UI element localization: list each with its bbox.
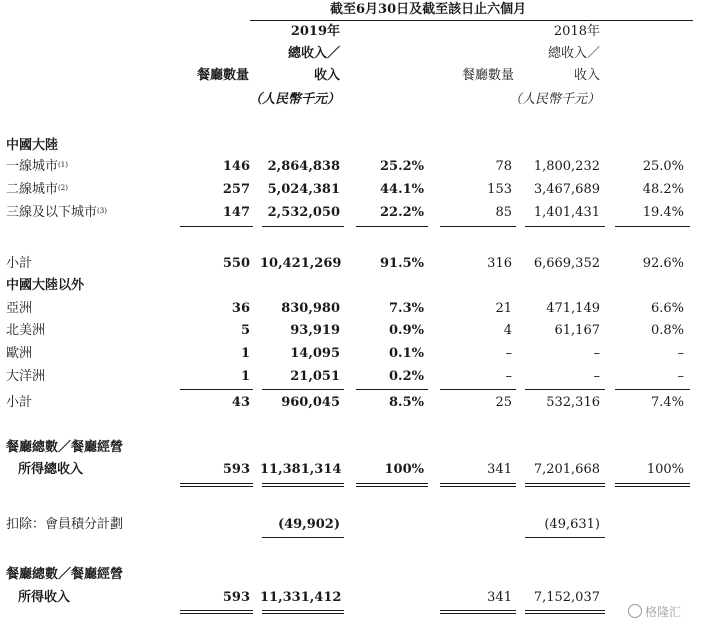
restaurant-count-2019: 36 xyxy=(231,301,250,316)
revenue-2019: 5,024,381 xyxy=(267,182,340,197)
total-label-line2: 所得總收入 xyxy=(18,462,84,477)
percent-2018: 92.6% xyxy=(642,256,684,271)
currency-2019: （人民幣千元） xyxy=(248,92,340,107)
rule xyxy=(525,389,605,390)
total-revenue-2019-line1: 總收入／ xyxy=(287,46,340,61)
restaurant-count-2018: 78 xyxy=(495,159,512,174)
revenue-2018: 3,467,689 xyxy=(533,182,600,197)
percent-2019: 91.5% xyxy=(379,256,424,271)
row-label: 二線城市$^{(2)}$ xyxy=(6,182,68,197)
row-label: 大洋洲 xyxy=(6,369,46,384)
row-label: 北美洲 xyxy=(6,323,46,338)
revenue-2019: 830,980 xyxy=(281,301,340,316)
rule xyxy=(356,389,428,390)
revenue-2019: 10,421,269 xyxy=(260,256,342,271)
net-revenue-2019: 11,331,412 xyxy=(260,590,342,605)
net-count-2019: 593 xyxy=(222,590,250,605)
rule xyxy=(262,537,344,538)
restaurant-count-2019: 5 xyxy=(240,323,250,338)
revenue-2019: 2,532,050 xyxy=(267,205,340,220)
net-revenue-2018: 7,152,037 xyxy=(533,590,600,605)
percent-2018: 48.2% xyxy=(642,182,684,197)
rule xyxy=(615,226,690,227)
row-label: 一線城市$^{(1)}$ xyxy=(6,159,68,174)
watermark-text: 格隆汇 xyxy=(645,605,682,619)
double-rule xyxy=(180,483,253,487)
total-percent-2018: 100% xyxy=(646,462,684,477)
rule xyxy=(262,226,344,227)
percent-2019: 0.1% xyxy=(389,346,424,361)
double-rule xyxy=(262,610,344,614)
total-percent-2019: 100% xyxy=(384,462,424,477)
double-rule xyxy=(440,610,516,614)
restaurant-count-2019: 257 xyxy=(222,182,250,197)
rule xyxy=(525,537,605,538)
total-revenue-2018: 7,201,668 xyxy=(533,462,600,477)
total-label-line1: 餐廳總數／餐廳經營 xyxy=(6,440,124,455)
revenue-2018: 61,167 xyxy=(554,323,600,338)
total-revenue-2019-line2: 收入 xyxy=(313,68,340,83)
double-rule xyxy=(440,483,516,487)
total-revenue-2019: 11,381,314 xyxy=(260,462,342,477)
percent-2019: 0.9% xyxy=(389,323,424,338)
percent-2018: – xyxy=(677,369,684,384)
restaurant-count-2018: 4 xyxy=(503,323,512,338)
restaurant-count-2019: 1 xyxy=(240,369,250,384)
rule xyxy=(525,226,605,227)
currency-2018: （人民幣千元） xyxy=(508,92,600,107)
year-2018-label: 2018年 xyxy=(553,24,600,39)
double-rule xyxy=(262,483,344,487)
percent-2019: 7.3% xyxy=(389,301,424,316)
double-rule xyxy=(525,483,605,487)
restaurant-count-2019-header: 餐廳數量 xyxy=(197,68,250,83)
period-header: 截至6月30日及截至該日止六個月 xyxy=(330,2,527,17)
restaurant-count-2018: 85 xyxy=(495,205,512,220)
deduction-label: 扣除：會員積分計劃 xyxy=(6,517,124,532)
restaurant-count-2019: 550 xyxy=(222,256,250,271)
percent-2018: 19.4% xyxy=(642,205,684,220)
rule xyxy=(180,389,253,390)
subtotal-label: 小計 xyxy=(6,395,33,410)
watermark xyxy=(628,603,681,620)
restaurant-count-2018: 25 xyxy=(495,395,512,410)
revenue-2019: 21,051 xyxy=(290,369,340,384)
rule xyxy=(615,389,690,390)
subtotal-label: 小計 xyxy=(6,256,33,271)
percent-2018: 25.0% xyxy=(642,159,684,174)
restaurant-count-2019: 43 xyxy=(231,395,250,410)
year-2019-label: 2019年 xyxy=(290,24,340,39)
total-count-2019: 593 xyxy=(222,462,250,477)
rule xyxy=(180,226,253,227)
header-rule xyxy=(250,20,693,21)
percent-2019: 0.2% xyxy=(389,369,424,384)
restaurant-count-2018: – xyxy=(505,346,512,361)
percent-2018: – xyxy=(677,346,684,361)
percent-2019: 8.5% xyxy=(389,395,424,410)
deduction-2019: (49,902) xyxy=(277,517,340,532)
restaurant-count-2019: 1 xyxy=(240,346,250,361)
revenue-2018: – xyxy=(593,369,600,384)
restaurant-count-2018: 153 xyxy=(487,182,512,197)
total-revenue-2018-line2: 收入 xyxy=(573,68,600,83)
restaurant-count-2019: 146 xyxy=(222,159,250,174)
double-rule xyxy=(356,483,428,487)
percent-2018: 7.4% xyxy=(650,395,684,410)
rule xyxy=(440,226,516,227)
restaurant-count-2018: – xyxy=(505,369,512,384)
total-revenue-2018-line1: 總收入／ xyxy=(547,46,600,61)
restaurant-count-2019: 147 xyxy=(222,205,250,220)
restaurant-count-2018-header: 餐廳數量 xyxy=(462,68,515,83)
revenue-2018: 532,316 xyxy=(546,395,600,410)
section-outside-heading: 中國大陸以外 xyxy=(6,278,85,293)
row-label: 三線及以下城市$^{(3)}$ xyxy=(6,205,107,220)
restaurant-count-2018: 316 xyxy=(487,256,512,271)
watermark-logo-icon xyxy=(628,604,642,618)
revenue-2019: 2,864,838 xyxy=(267,159,340,174)
row-label: 歐洲 xyxy=(6,346,33,361)
section-mainland-heading: 中國大陸 xyxy=(6,138,59,153)
revenue-2019: 93,919 xyxy=(290,323,340,338)
rule xyxy=(440,389,516,390)
net-label-line2: 所得收入 xyxy=(18,590,71,605)
rule xyxy=(262,389,344,390)
percent-2019: 22.2% xyxy=(379,205,424,220)
revenue-2018: – xyxy=(593,346,600,361)
percent-2018: 6.6% xyxy=(650,301,684,316)
revenue-2018: 1,401,431 xyxy=(533,205,600,220)
percent-2019: 44.1% xyxy=(379,182,424,197)
revenue-2018: 6,669,352 xyxy=(533,256,600,271)
double-rule xyxy=(180,610,253,614)
revenue-2018: 471,149 xyxy=(546,301,600,316)
net-label-line1: 餐廳總數／餐廳經營 xyxy=(6,567,124,582)
revenue-2019: 960,045 xyxy=(281,395,340,410)
revenue-2018: 1,800,232 xyxy=(533,159,600,174)
total-count-2018: 341 xyxy=(487,462,512,477)
restaurant-count-2018: 21 xyxy=(495,301,512,316)
percent-2018: 0.8% xyxy=(650,323,684,338)
double-rule xyxy=(525,610,605,614)
percent-2019: 25.2% xyxy=(379,159,424,174)
deduction-2018: (49,631) xyxy=(544,517,600,532)
rule xyxy=(356,226,428,227)
net-count-2018: 341 xyxy=(487,590,512,605)
revenue-2019: 14,095 xyxy=(290,346,340,361)
row-label: 亞洲 xyxy=(6,301,33,316)
double-rule xyxy=(615,483,690,487)
